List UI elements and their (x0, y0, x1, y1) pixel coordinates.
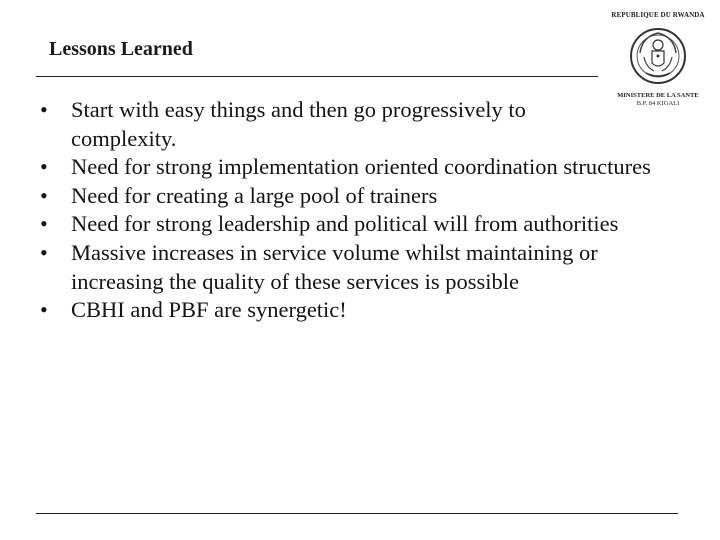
bullet-text: Massive increases in service volume whilst maintaining or increasing the quality of these services is possible (71, 239, 598, 294)
footer-divider (36, 513, 678, 514)
bullet-marker: • (40, 154, 48, 180)
bullet-marker: • (40, 211, 48, 237)
bullet-text: Need for creating a large pool of trainers (71, 182, 438, 208)
bullet-item (40, 153, 680, 182)
emblem-country-text: REPUBLIQUE DU RWANDA (611, 11, 705, 19)
ministry-emblem (604, 6, 712, 110)
emblem-ministry-text: MINISTERE DE LA SANTE (617, 92, 699, 99)
bullet-marker: • (40, 297, 48, 323)
bullet-list (40, 96, 680, 325)
slide-title: Lessons Learned (49, 38, 193, 60)
bullet-text: Need for strong implementation oriented coordination structures (71, 154, 651, 180)
bullet-marker: • (40, 239, 48, 265)
bullet-item (40, 96, 631, 153)
bullet-item (40, 296, 680, 325)
bullet-text: Start with easy things and then go progressively to complexity. (71, 97, 526, 151)
title-divider (36, 76, 598, 77)
emblem-address-text: B.P. 84 KIGALI (636, 100, 680, 107)
bullet-text: Need for strong leadership and political will from authorities (71, 211, 619, 237)
bullet-marker: • (40, 97, 48, 122)
bullet-item (40, 182, 680, 211)
bullet-text: CBHI and PBF are synergetic! (71, 297, 347, 323)
bullet-item (40, 239, 680, 296)
bullet-item (40, 210, 680, 239)
bullet-marker: • (40, 182, 48, 208)
national-seal-icon (628, 23, 688, 89)
